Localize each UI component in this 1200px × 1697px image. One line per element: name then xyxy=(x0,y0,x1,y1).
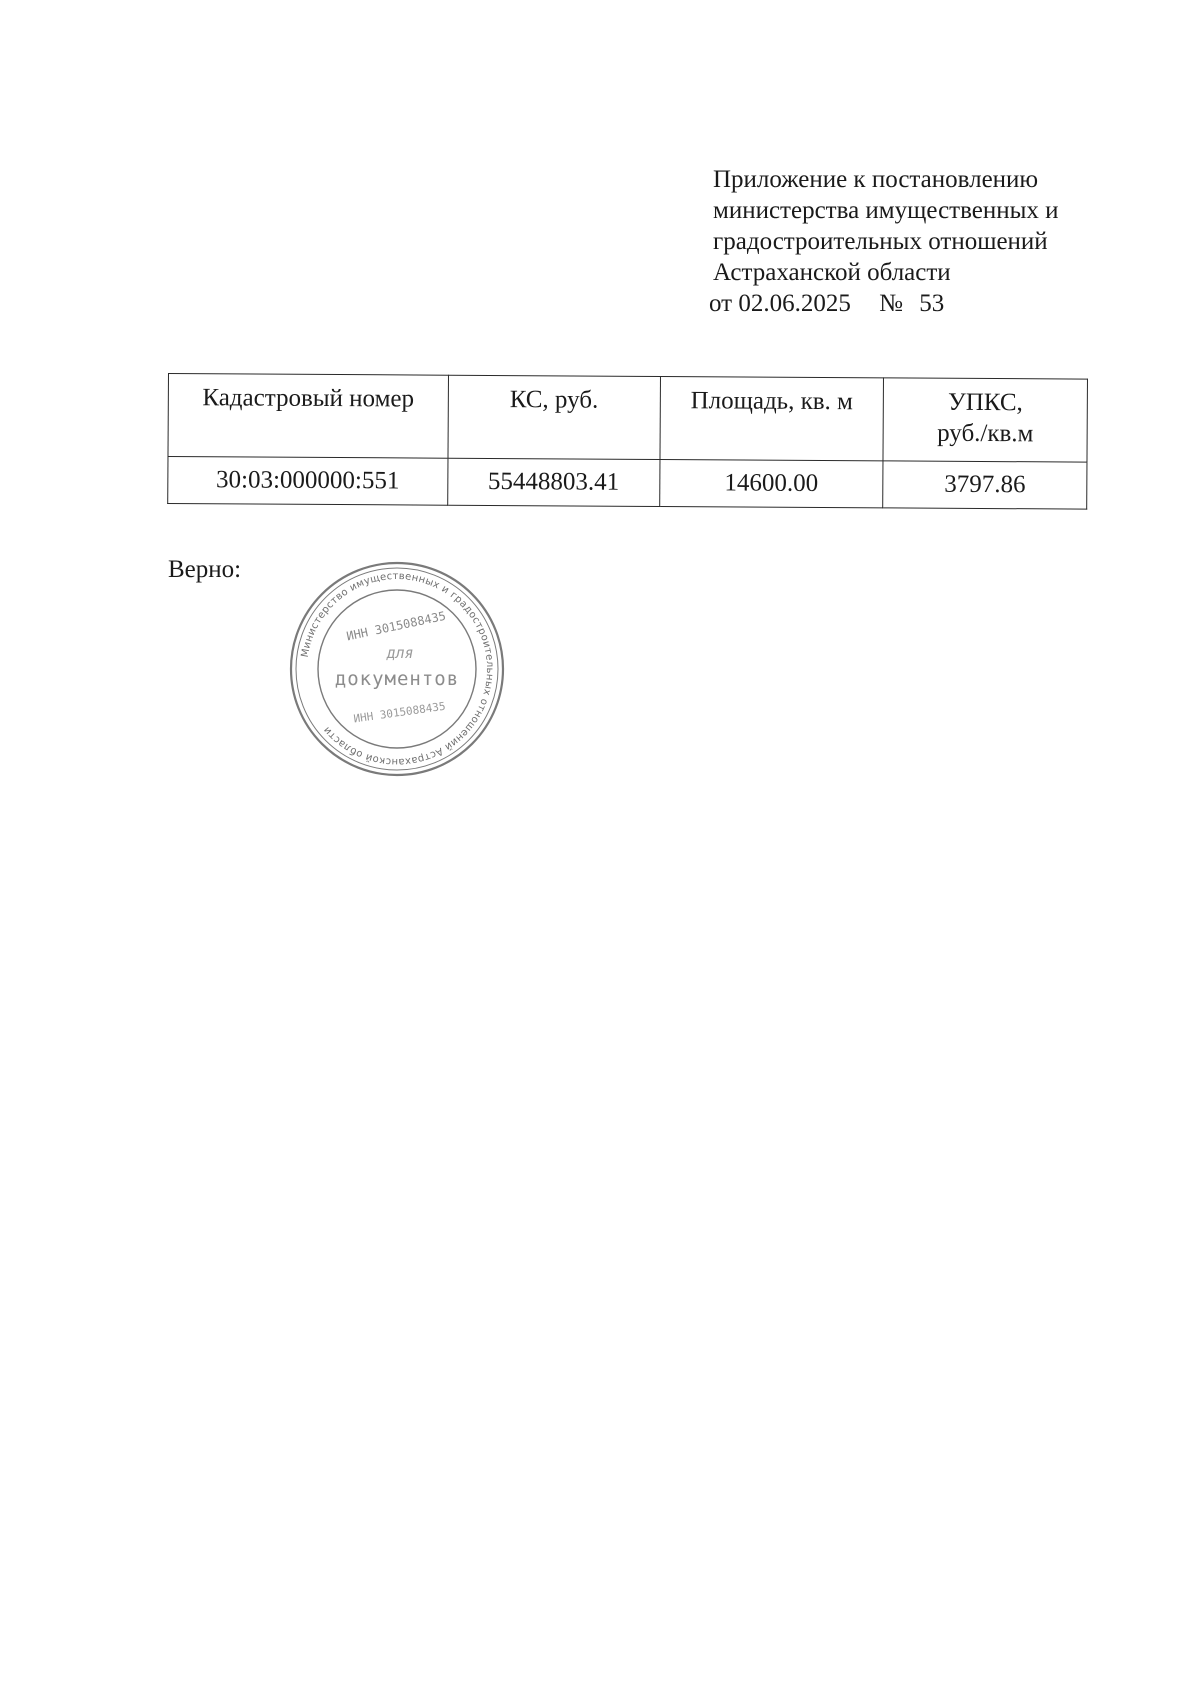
cell-cadastral-number: 30:03:000000:551 xyxy=(168,457,448,506)
appendix-line-4: Астраханской области xyxy=(713,259,951,286)
cadastral-value-table xyxy=(167,373,1088,510)
table-header-row xyxy=(168,374,1087,463)
header-area: Площадь, кв. м xyxy=(660,377,884,461)
verified-label: Верно: xyxy=(168,556,242,583)
cell-cadastral-value: 55448803.41 xyxy=(447,458,659,506)
seal-inn-text: ИНН 3015088435 xyxy=(345,608,448,644)
number-label: № xyxy=(879,290,903,317)
appendix-line-1: Приложение к постановлению xyxy=(713,166,1039,193)
header-cadastral-value: КС, руб. xyxy=(448,375,660,459)
appendix-line-3: градостроительных отношений xyxy=(713,228,1048,255)
header-specific-value-line-2: руб./кв.м xyxy=(937,419,1034,448)
seal-lower-inn-text: ИНН 3015088435 xyxy=(352,699,447,726)
header-specific-value-line-1: УПКС, xyxy=(948,388,1023,417)
appendix-line-2: министерства имущественных и xyxy=(713,197,1059,224)
seal-outer-text: Министерство имущественных и градостроительных отношений Астраханской области xyxy=(299,570,496,768)
table-row xyxy=(168,457,1087,510)
date-prefix: от xyxy=(709,290,733,317)
seal-center-text: документов xyxy=(334,668,460,690)
document-date: 02.06.2025 xyxy=(738,290,851,317)
cell-area: 14600.00 xyxy=(659,460,883,508)
header-cadastral-number: Кадастровый номер xyxy=(168,374,448,459)
appendix-header xyxy=(709,164,1133,319)
appendix-reference xyxy=(709,288,1133,319)
header-specific-value xyxy=(883,378,1087,462)
document-number: 53 xyxy=(919,290,945,317)
official-seal-stamp xyxy=(288,560,506,778)
cell-specific-value: 3797.86 xyxy=(883,461,1087,509)
seal-center-top-text: для xyxy=(386,644,414,662)
